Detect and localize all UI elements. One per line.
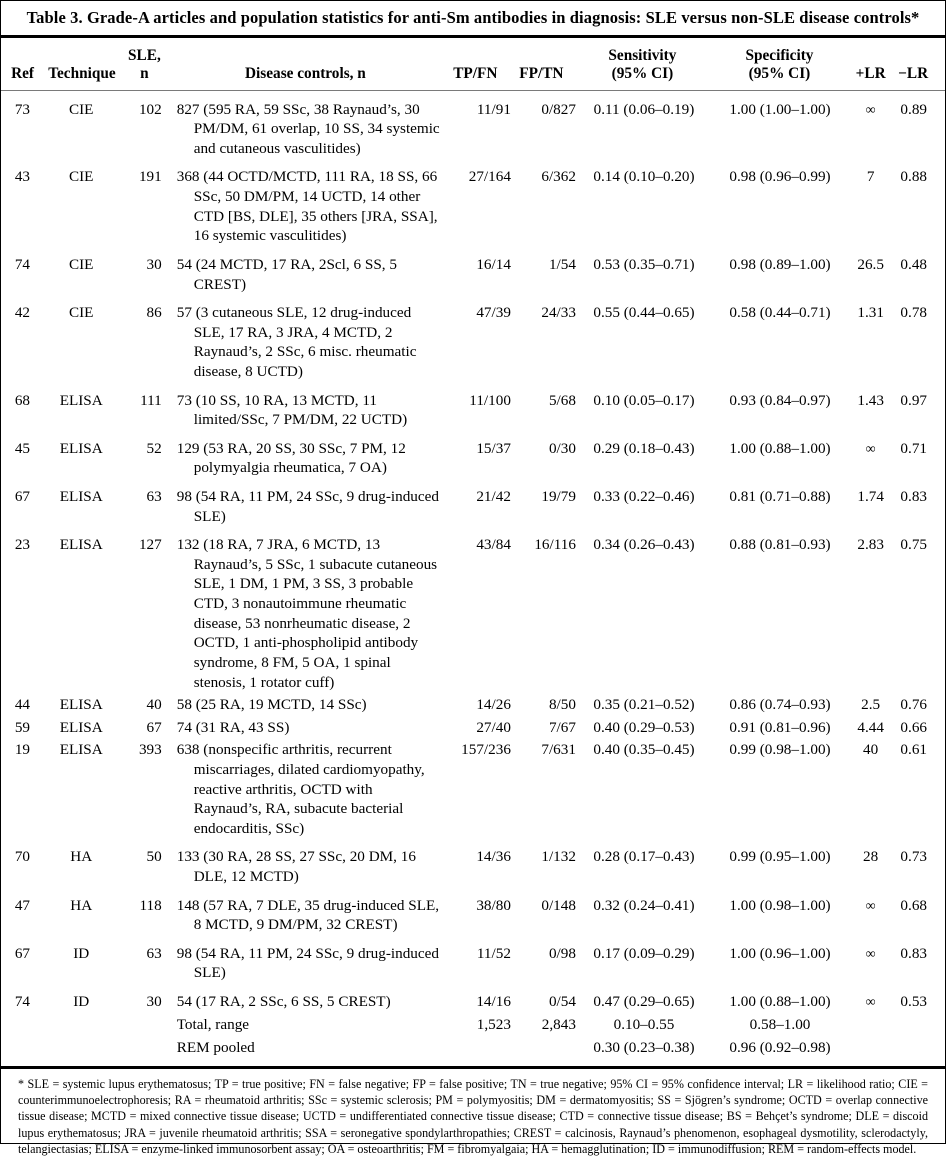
row-cell-ref: 47	[14, 896, 31, 914]
infinity-symbol: ∞	[865, 441, 876, 457]
data-table	[1, 91, 945, 1058]
table-row	[1, 430, 945, 478]
row-cell-tpfn: 14/26	[476, 696, 511, 714]
column-header-sle-line2: n	[140, 65, 149, 83]
row-cell-ref: 73	[14, 100, 31, 118]
column-header-positive-lr: +LR	[855, 65, 886, 83]
header-table	[1, 47, 945, 90]
row-cell-sle-n: 102	[138, 100, 162, 118]
row-cell-technique: ID	[73, 944, 90, 962]
row-cell-sle-n: 63	[146, 488, 162, 506]
row-cell-negative-lr: 0.88	[900, 168, 927, 186]
row-cell-tpfn: 11/91	[476, 100, 511, 118]
row-cell-ref: 68	[14, 391, 31, 409]
table-row	[1, 478, 945, 526]
row-cell-ref: 74	[14, 993, 31, 1011]
summary-cell-sle-n	[119, 1035, 168, 1058]
summary-cell-sensitivity: 0.10–0.55	[613, 1016, 675, 1034]
row-cell-technique: ELISA	[59, 536, 103, 554]
row-cell-sensitivity: 0.32 (0.24–0.41)	[593, 896, 695, 914]
row-cell-sle-n: 40	[146, 696, 162, 714]
summary-cell-specificity: 0.58–1.00	[749, 1016, 811, 1034]
row-cell-positive-lr: 40	[863, 741, 879, 759]
summary-cell-sensitivity: 0.30 (0.23–0.38)	[593, 1038, 695, 1056]
row-cell-sensitivity: 0.11 (0.06–0.19)	[593, 100, 695, 118]
row-cell-sensitivity: 0.10 (0.05–0.17)	[593, 391, 695, 409]
row-cell-sle-n: 30	[146, 255, 162, 273]
row-cell-technique: HA	[70, 896, 93, 914]
table-row	[1, 294, 945, 381]
table-body-wrap	[1, 91, 945, 1058]
summary-cell-fptn: 2,843	[541, 1016, 576, 1034]
row-cell-positive-lr	[848, 887, 893, 935]
row-cell-sensitivity: 0.17 (0.09–0.29)	[593, 944, 695, 962]
row-cell-fptn: 0/30	[548, 439, 576, 457]
row-cell-fptn: 0/148	[541, 896, 576, 914]
row-cell-positive-lr: 26.5	[857, 255, 884, 273]
row-cell-ref: 44	[14, 696, 31, 714]
column-header-sensitivity	[574, 47, 711, 90]
table-row	[1, 838, 945, 886]
row-cell-technique: CIE	[68, 304, 94, 322]
row-cell-specificity: 1.00 (0.98–1.00)	[729, 896, 831, 914]
row-cell-disease-controls: 133 (30 RA, 28 SS, 27 SSc, 20 DM, 16 DLE, 12 MCTD)	[176, 848, 416, 885]
row-cell-sensitivity: 0.40 (0.35–0.45)	[593, 741, 695, 759]
column-header-negative-lr: −LR	[898, 65, 929, 83]
row-cell-specificity: 0.93 (0.84–0.97)	[729, 391, 831, 409]
table-header-wrap	[1, 38, 945, 90]
row-cell-positive-lr	[848, 430, 893, 478]
row-cell-fptn: 5/68	[548, 391, 576, 409]
row-cell-sensitivity: 0.53 (0.35–0.71)	[593, 255, 695, 273]
footnote-wrap	[1, 1069, 945, 1164]
row-cell-fptn: 6/362	[541, 168, 576, 186]
row-cell-sensitivity: 0.55 (0.44–0.65)	[593, 304, 695, 322]
row-cell-disease-controls: 54 (24 MCTD, 17 RA, 2Scl, 6 SS, 5 CREST)	[176, 255, 397, 293]
table-row	[1, 246, 945, 294]
row-cell-specificity: 1.00 (1.00–1.00)	[729, 100, 831, 118]
row-cell-negative-lr: 0.75	[900, 536, 927, 554]
summary-cell-ref	[1, 1012, 44, 1035]
row-cell-disease-controls: 58 (25 RA, 19 MCTD, 14 SSc)	[176, 696, 367, 714]
summary-row	[1, 1035, 945, 1058]
summary-cell-tpfn: 1,523	[476, 1016, 511, 1034]
summary-label: Total, range	[176, 1016, 250, 1034]
summary-cell-positive-lr	[848, 1012, 893, 1035]
row-cell-tpfn: 47/39	[476, 304, 511, 322]
column-header-specificity-line1: Specificity	[745, 46, 814, 64]
table-row	[1, 158, 945, 245]
infinity-symbol: ∞	[865, 898, 876, 914]
row-cell-positive-lr: 2.83	[857, 536, 884, 554]
row-cell-specificity: 0.91 (0.81–0.96)	[729, 718, 831, 736]
row-cell-negative-lr: 0.53	[900, 993, 927, 1011]
row-cell-tpfn: 157/236	[461, 741, 511, 759]
row-cell-specificity: 0.99 (0.98–1.00)	[729, 741, 831, 759]
row-cell-ref: 43	[14, 168, 31, 186]
summary-cell-positive-lr	[848, 1035, 893, 1058]
row-cell-sensitivity: 0.47 (0.29–0.65)	[593, 993, 695, 1011]
row-cell-fptn: 8/50	[548, 696, 576, 714]
row-cell-tpfn: 16/14	[476, 255, 511, 273]
summary-cell-tpfn	[444, 1035, 511, 1058]
row-cell-ref: 74	[14, 255, 31, 273]
summary-cell-negative-lr	[893, 1012, 945, 1035]
row-cell-positive-lr	[848, 935, 893, 983]
row-cell-positive-lr: 1.43	[857, 391, 884, 409]
row-cell-negative-lr: 0.71	[900, 439, 927, 457]
row-cell-negative-lr: 0.76	[900, 696, 927, 714]
table-row	[1, 737, 945, 838]
row-cell-specificity: 0.98 (0.89–1.00)	[729, 255, 831, 273]
table-row	[1, 526, 945, 692]
row-cell-ref: 42	[14, 304, 31, 322]
row-cell-negative-lr: 0.73	[900, 848, 927, 866]
row-cell-sensitivity: 0.29 (0.18–0.43)	[593, 439, 695, 457]
row-cell-tpfn: 14/16	[476, 993, 511, 1011]
row-cell-specificity: 0.81 (0.71–0.88)	[729, 488, 831, 506]
row-cell-specificity: 0.88 (0.81–0.93)	[729, 536, 831, 554]
infinity-symbol: ∞	[865, 102, 876, 118]
row-cell-sle-n: 393	[138, 741, 162, 759]
row-cell-fptn: 7/67	[548, 718, 576, 736]
row-cell-disease-controls: 827 (595 RA, 59 SSc, 38 Raynaud’s, 30 PM/DM, 61 overlap, 10 SS, 34 systemic and cutaneous vasculitides)	[176, 100, 440, 157]
row-cell-negative-lr: 0.61	[900, 741, 927, 759]
column-header-tpfn: TP/FN	[453, 65, 498, 83]
row-cell-positive-lr: 2.5	[861, 696, 881, 714]
row-cell-specificity: 0.58 (0.44–0.71)	[729, 304, 831, 322]
summary-label: REM pooled	[176, 1038, 255, 1056]
row-cell-negative-lr: 0.48	[900, 255, 927, 273]
column-header-fptn: FP/TN	[519, 65, 564, 83]
row-cell-specificity: 0.98 (0.96–0.99)	[729, 168, 831, 186]
row-cell-tpfn: 27/40	[476, 718, 511, 736]
row-cell-negative-lr: 0.97	[900, 391, 927, 409]
row-cell-ref: 59	[14, 718, 31, 736]
table-row	[1, 692, 945, 715]
row-cell-disease-controls: 148 (57 RA, 7 DLE, 35 drug-induced SLE, 8 MCTD, 9 DM/PM, 32 CREST)	[176, 896, 440, 934]
column-header-sensitivity-line1: Sensitivity	[608, 46, 677, 64]
row-cell-disease-controls: 57 (3 cutaneous SLE, 12 drug-induced SLE, 17 RA, 3 JRA, 4 MCTD, 2 Raynaud’s, 2 SSc, 6 misc. rheumatic disease, 8 UCTD)	[176, 304, 417, 380]
summary-cell-specificity: 0.96 (0.92–0.98)	[729, 1038, 831, 1056]
row-cell-positive-lr: 28	[863, 848, 879, 866]
summary-cell-negative-lr	[893, 1035, 945, 1058]
table-row	[1, 983, 945, 1012]
row-cell-sle-n: 127	[138, 536, 162, 554]
row-cell-negative-lr: 0.83	[900, 488, 927, 506]
row-cell-sle-n: 67	[146, 718, 162, 736]
row-cell-specificity: 0.86 (0.74–0.93)	[729, 696, 831, 714]
row-cell-fptn: 0/54	[548, 993, 576, 1011]
row-cell-sle-n: 191	[138, 168, 162, 186]
row-cell-sensitivity: 0.33 (0.22–0.46)	[593, 488, 695, 506]
row-cell-tpfn: 14/36	[476, 848, 511, 866]
row-cell-disease-controls: 98 (54 RA, 11 PM, 24 SSc, 9 drug-induced SLE)	[176, 944, 439, 982]
row-cell-ref: 70	[14, 848, 31, 866]
row-cell-disease-controls: 98 (54 RA, 11 PM, 24 SSc, 9 drug-induced SLE)	[176, 488, 439, 525]
summary-cell-sle-n	[119, 1012, 168, 1035]
row-cell-sle-n: 52	[146, 439, 162, 457]
row-cell-sle-n: 111	[140, 391, 162, 409]
row-cell-ref: 23	[14, 536, 31, 554]
row-cell-sle-n: 50	[146, 848, 162, 866]
row-cell-sle-n: 63	[146, 944, 162, 962]
row-cell-technique: CIE	[68, 168, 94, 186]
row-cell-fptn: 1/132	[541, 848, 576, 866]
row-cell-technique: ELISA	[59, 391, 103, 409]
row-cell-fptn: 0/98	[548, 944, 576, 962]
row-cell-positive-lr: 4.44	[857, 718, 884, 736]
row-cell-sle-n: 118	[139, 896, 162, 914]
table-footnote: * SLE = systemic lupus erythematosus; TP = true positive; FN = false negative; FP = false positive; TN = true negative; 95% CI = 95% confidence interval; LR = likelihood ratio; CIE = counterimmunoelectrophoresis; RA = rheumatoid arthritis; SSc = systemic sclerosis; PM = polymyositis; DM = dermatomyositis; SS = Sjögren’s syndrome; OCTD = overlap connective tissue disease; MCTD = mixed connective tissue disease; UCTD = undifferentiated connective tissue disease; CTD = connective tissue disease; BS = Behçet’s syndrome; DLE = discoid lupus erythematosus; JRA = juvenile rheumatoid arthritis; SSA = seronegative spondylarthropathies; CREST = calcinosis, Raynaud’s phenomenon, esophageal dysmotility, sclerodactyly, telangiectasias; ELISA = enzyme-linked immunosorbent assay; OA = osteoarthritis; FM = fibromyalgaia; HA = hemagglutination; ID = immunodiffusion; REM = random-effects model.	[18, 1077, 928, 1156]
column-header-technique: Technique	[48, 65, 116, 83]
row-cell-technique: ELISA	[59, 696, 103, 714]
row-cell-tpfn: 11/52	[476, 944, 511, 962]
row-cell-technique: ID	[73, 993, 90, 1011]
row-cell-positive-lr	[848, 91, 893, 159]
row-cell-sensitivity: 0.34 (0.26–0.43)	[593, 536, 695, 554]
row-cell-specificity: 1.00 (0.88–1.00)	[729, 439, 831, 457]
infinity-symbol: ∞	[865, 995, 876, 1011]
row-cell-technique: CIE	[68, 100, 94, 118]
row-cell-fptn: 24/33	[541, 304, 576, 322]
row-cell-technique: ELISA	[59, 488, 103, 506]
row-cell-sensitivity: 0.40 (0.29–0.53)	[593, 718, 695, 736]
row-cell-fptn: 0/827	[541, 100, 576, 118]
row-cell-technique: ELISA	[59, 718, 103, 736]
summary-row	[1, 1012, 945, 1035]
row-cell-tpfn: 21/42	[476, 488, 511, 506]
row-cell-fptn: 19/79	[541, 488, 576, 506]
table-row	[1, 887, 945, 935]
row-cell-tpfn: 27/164	[468, 168, 511, 186]
row-cell-tpfn: 43/84	[476, 536, 511, 554]
row-cell-negative-lr: 0.83	[900, 944, 927, 962]
row-cell-positive-lr: 1.31	[857, 304, 884, 322]
summary-cell-ref	[1, 1035, 44, 1058]
row-cell-positive-lr: 7	[866, 168, 875, 186]
row-cell-tpfn: 38/80	[476, 896, 511, 914]
row-cell-specificity: 1.00 (0.88–1.00)	[729, 993, 831, 1011]
row-cell-tpfn: 15/37	[476, 439, 511, 457]
table-row	[1, 935, 945, 983]
row-cell-specificity: 0.99 (0.95–1.00)	[729, 848, 831, 866]
summary-cell-fptn	[511, 1035, 576, 1058]
row-cell-technique: ELISA	[59, 439, 103, 457]
summary-cell-technique	[44, 1035, 119, 1058]
row-cell-disease-controls: 129 (53 RA, 20 SS, 30 SSc, 7 PM, 12 polymyalgia rheumatica, 7 OA)	[176, 439, 406, 477]
row-cell-technique: HA	[70, 848, 93, 866]
column-header-sle-line1: SLE,	[128, 46, 161, 64]
row-cell-positive-lr: 1.74	[857, 488, 884, 506]
column-header-specificity	[711, 47, 848, 90]
row-cell-negative-lr: 0.89	[900, 100, 927, 118]
table-row	[1, 382, 945, 430]
row-cell-disease-controls: 368 (44 OCTD/MCTD, 111 RA, 18 SS, 66 SSc, 50 DM/PM, 14 UCTD, 14 other CTD [BS, DLE], 35 others [JRA, SSA], 16 systemic vasculitides)	[176, 168, 438, 245]
row-cell-sle-n: 30	[146, 993, 162, 1011]
header-row	[1, 47, 945, 90]
summary-cell-technique	[44, 1012, 119, 1035]
row-cell-specificity: 1.00 (0.96–1.00)	[729, 944, 831, 962]
row-cell-tpfn: 11/100	[469, 391, 511, 409]
row-cell-fptn: 1/54	[548, 255, 576, 273]
row-cell-negative-lr: 0.78	[900, 304, 927, 322]
table-title: Table 3. Grade-A articles and population statistics for anti-Sm antibodies in diagnosis: SLE versus non-SLE disease controls*	[26, 8, 920, 27]
row-cell-sle-n: 86	[146, 304, 162, 322]
infinity-symbol: ∞	[865, 946, 876, 962]
row-cell-disease-controls: 74 (31 RA, 43 SS)	[176, 718, 290, 736]
row-cell-technique: CIE	[68, 255, 94, 273]
row-cell-fptn: 7/631	[541, 741, 576, 759]
row-cell-technique: ELISA	[59, 741, 103, 759]
row-cell-ref: 67	[14, 944, 31, 962]
row-cell-sensitivity: 0.35 (0.21–0.52)	[593, 696, 695, 714]
row-cell-sensitivity: 0.28 (0.17–0.43)	[593, 848, 695, 866]
table-row	[1, 715, 945, 738]
table-row	[1, 91, 945, 159]
row-cell-positive-lr	[848, 983, 893, 1012]
row-cell-negative-lr: 0.68	[900, 896, 927, 914]
row-cell-disease-controls: 73 (10 SS, 10 RA, 13 MCTD, 11 limited/SSc, 7 PM/DM, 22 UCTD)	[176, 391, 408, 429]
row-cell-ref: 67	[14, 488, 31, 506]
row-cell-fptn: 16/116	[534, 536, 576, 554]
row-cell-ref: 19	[14, 741, 31, 759]
row-cell-disease-controls: 132 (18 RA, 7 JRA, 6 MCTD, 13 Raynaud’s, 5 SSc, 1 subacute cutaneous SLE, 1 DM, 1 PM, 3 SS, 3 probable CTD, 3 nonautoimmune rheumatic disease, 53 nonrheumatic disease, 2 OCTD, 1 anti-phospholipid antibody syndrome, 8 FM, 5 OA, 1 spinal stenosis, 1 rotator cuff)	[176, 536, 438, 691]
column-header-sle-n	[120, 47, 169, 90]
row-cell-ref: 45	[14, 439, 31, 457]
row-cell-disease-controls: 54 (17 RA, 2 SSc, 6 SS, 5 CREST)	[176, 993, 391, 1011]
row-cell-sensitivity: 0.14 (0.10–0.20)	[593, 168, 695, 186]
column-header-sensitivity-line2: (95% CI)	[611, 65, 674, 83]
row-cell-negative-lr: 0.66	[900, 718, 927, 736]
column-header-disease-controls: Disease controls, n	[245, 65, 366, 83]
row-cell-disease-controls: 638 (nonspecific arthritis, recurrent miscarriages, dilated cardiomyopathy, reactive arthritis, OCTD with Raynaud’s, RA, subacute bacterial endocarditis, SSc)	[176, 741, 425, 837]
column-header-ref: Ref	[11, 65, 35, 83]
column-header-specificity-line2: (95% CI)	[748, 65, 811, 83]
